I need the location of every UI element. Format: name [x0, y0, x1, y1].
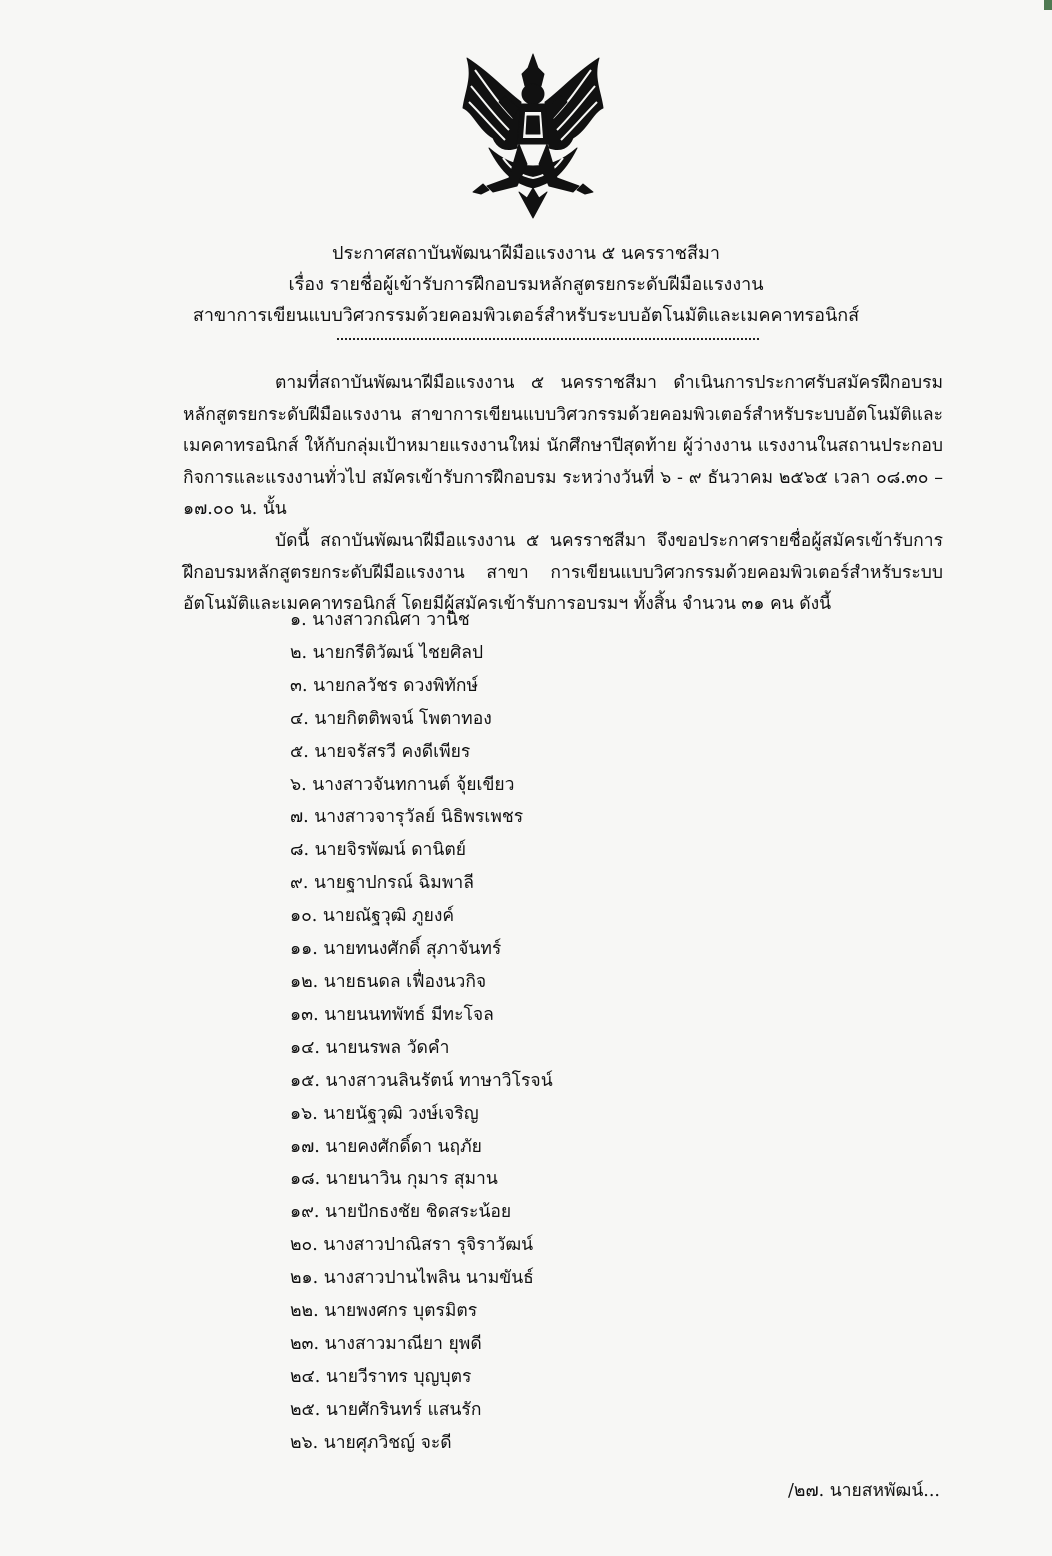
- list-item: ๖. นางสาวจันทกานต์ จุ้ยเขียว: [290, 774, 515, 795]
- list-item: ๒๐. นางสาวปาณิสรา รุจิราวัฒน์: [290, 1235, 534, 1256]
- title-line-3: สาขาการเขียนแบบวิศวกรรมด้วยคอมพิวเตอร์สำหรับระบบอัตโนมัติและเมคคาทรอนิกส์: [192, 305, 860, 326]
- list-item: ๓. นายกลวัชร ดวงพิทักษ์: [290, 675, 479, 696]
- paragraph-announcement: บัดนี้ สถาบันพัฒนาฝีมือแรงงาน ๕ นครราชสีมา จึงขอประกาศรายชื่อผู้สมัครเข้ารับการฝึกอบรมหลักสูตรยกระดับฝีมือแรงงาน สาขา การเขียนแบบวิศวกรรมด้วยคอมพิวเตอร์สำหรับระบบอัตโนมัติและเมคคาทรอนิกส์ โดยมีผู้สมัครเข้ารับการอบรมฯ ทั้งสิ้น จำนวน ๓๑ คน ดังนี้: [183, 530, 943, 615]
- title-line-1: ประกาศสถาบันพัฒนาฝีมือแรงงาน ๕ นครราชสีมา: [332, 243, 720, 264]
- title-line-2: เรื่อง รายชื่อผู้เข้ารับการฝึกอบรมหลักสูตรยกระดับฝีมือแรงงาน: [288, 274, 764, 295]
- paragraph-intro: ตามที่สถาบันพัฒนาฝีมือแรงงาน ๕ นครราชสีมา ดำเนินการประกาศรับสมัครฝึกอบรม หลักสูตรยกระดับฝีมือแรงงาน สาขาการเขียนแบบวิศวกรรมด้วยคอมพิวเตอร์สำหรับระบบอัตโนมัติและเมคคาทรอนิกส์ ให้กับกลุ่มเป้าหมายแรงงานใหม่ นักศึกษาปีสุดท้าย ผู้ว่างงาน แรงงานในสถานประกอบกิจการและแรงงานทั่วไป สมัครเข้ารับการฝึกอบรม ระหว่างวันที่ ๖ - ๙ ธันวาคม ๒๕๖๕ เวลา ๐๘.๓๐ – ๑๗.๐๐ น. นั้น: [183, 373, 943, 520]
- list-item: ๑๐. นายณัฐวุฒิ ภูยงค์: [290, 906, 455, 927]
- garuda-emblem-icon: [459, 52, 607, 220]
- announcement-title: [0, 238, 1052, 331]
- list-item: ๑๓. นายนนทพัทธ์ มีทะโจล: [290, 1004, 494, 1025]
- list-item: ๒๕. นายศักรินทร์ แสนรัก: [290, 1399, 482, 1420]
- list-item: ๙. นายฐาปกรณ์ ฉิมพาลี: [290, 873, 474, 894]
- list-item: ๒๓. นางสาวมาณียา ยุพดี: [290, 1333, 482, 1354]
- list-item: ๘. นายจิรพัฒน์ ดานิตย์: [290, 840, 466, 861]
- list-item: ๑. นางสาวกณิศา วานิช: [290, 610, 470, 630]
- list-item: ๑๒. นายธนดล เฟื่องนวกิจ: [290, 971, 487, 992]
- list-item: ๑๗. นายคงศักดิ์ดา นฤภัย: [290, 1136, 482, 1157]
- list-item: ๗. นางสาวจารุวัลย์ นิธิพรเพชร: [290, 807, 524, 828]
- list-item: ๑๔. นายนรพล วัดคำ: [290, 1037, 450, 1058]
- edge-mark: [1044, 0, 1052, 10]
- list-item: ๑๕. นางสาวนลินรัตน์ ทาษาวิโรจน์: [290, 1070, 553, 1091]
- continuation-note: /๒๗. นายสหพัฒน์...: [788, 1481, 940, 1501]
- list-item: ๒๔. นายวีราทร บุญบุตร: [290, 1366, 472, 1387]
- list-item: ๔. นายกิตติพจน์ โพตาทอง: [290, 708, 492, 729]
- list-item: ๕. นายจรัสรวี คงดีเพียร: [290, 741, 471, 762]
- list-item: ๒๒. นายพงศกร บุตรมิตร: [290, 1301, 478, 1322]
- list-item: ๒๖. นายศุภวิชญ์ จะดี: [290, 1432, 452, 1453]
- list-item: ๑๘. นายนาวิน กุมาร สุมาน: [290, 1169, 498, 1190]
- participant-list: [290, 604, 553, 1460]
- list-item: ๑๖. นายนัฐวุฒิ วงษ์เจริญ: [290, 1103, 479, 1124]
- list-item: ๒. นายกรีติวัฒน์ ไชยศิลป: [290, 642, 484, 663]
- list-item: ๑๙. นายปักธงชัย ชิดสระน้อย: [290, 1202, 512, 1223]
- list-item: ๒๑. นางสาวปานไพลิน นามขันธ์: [290, 1268, 534, 1289]
- list-item: ๑๑. นายทนงศักดิ์ สุภาจันทร์: [290, 939, 502, 960]
- announcement-body: [183, 368, 943, 621]
- dotted-divider: [337, 338, 759, 340]
